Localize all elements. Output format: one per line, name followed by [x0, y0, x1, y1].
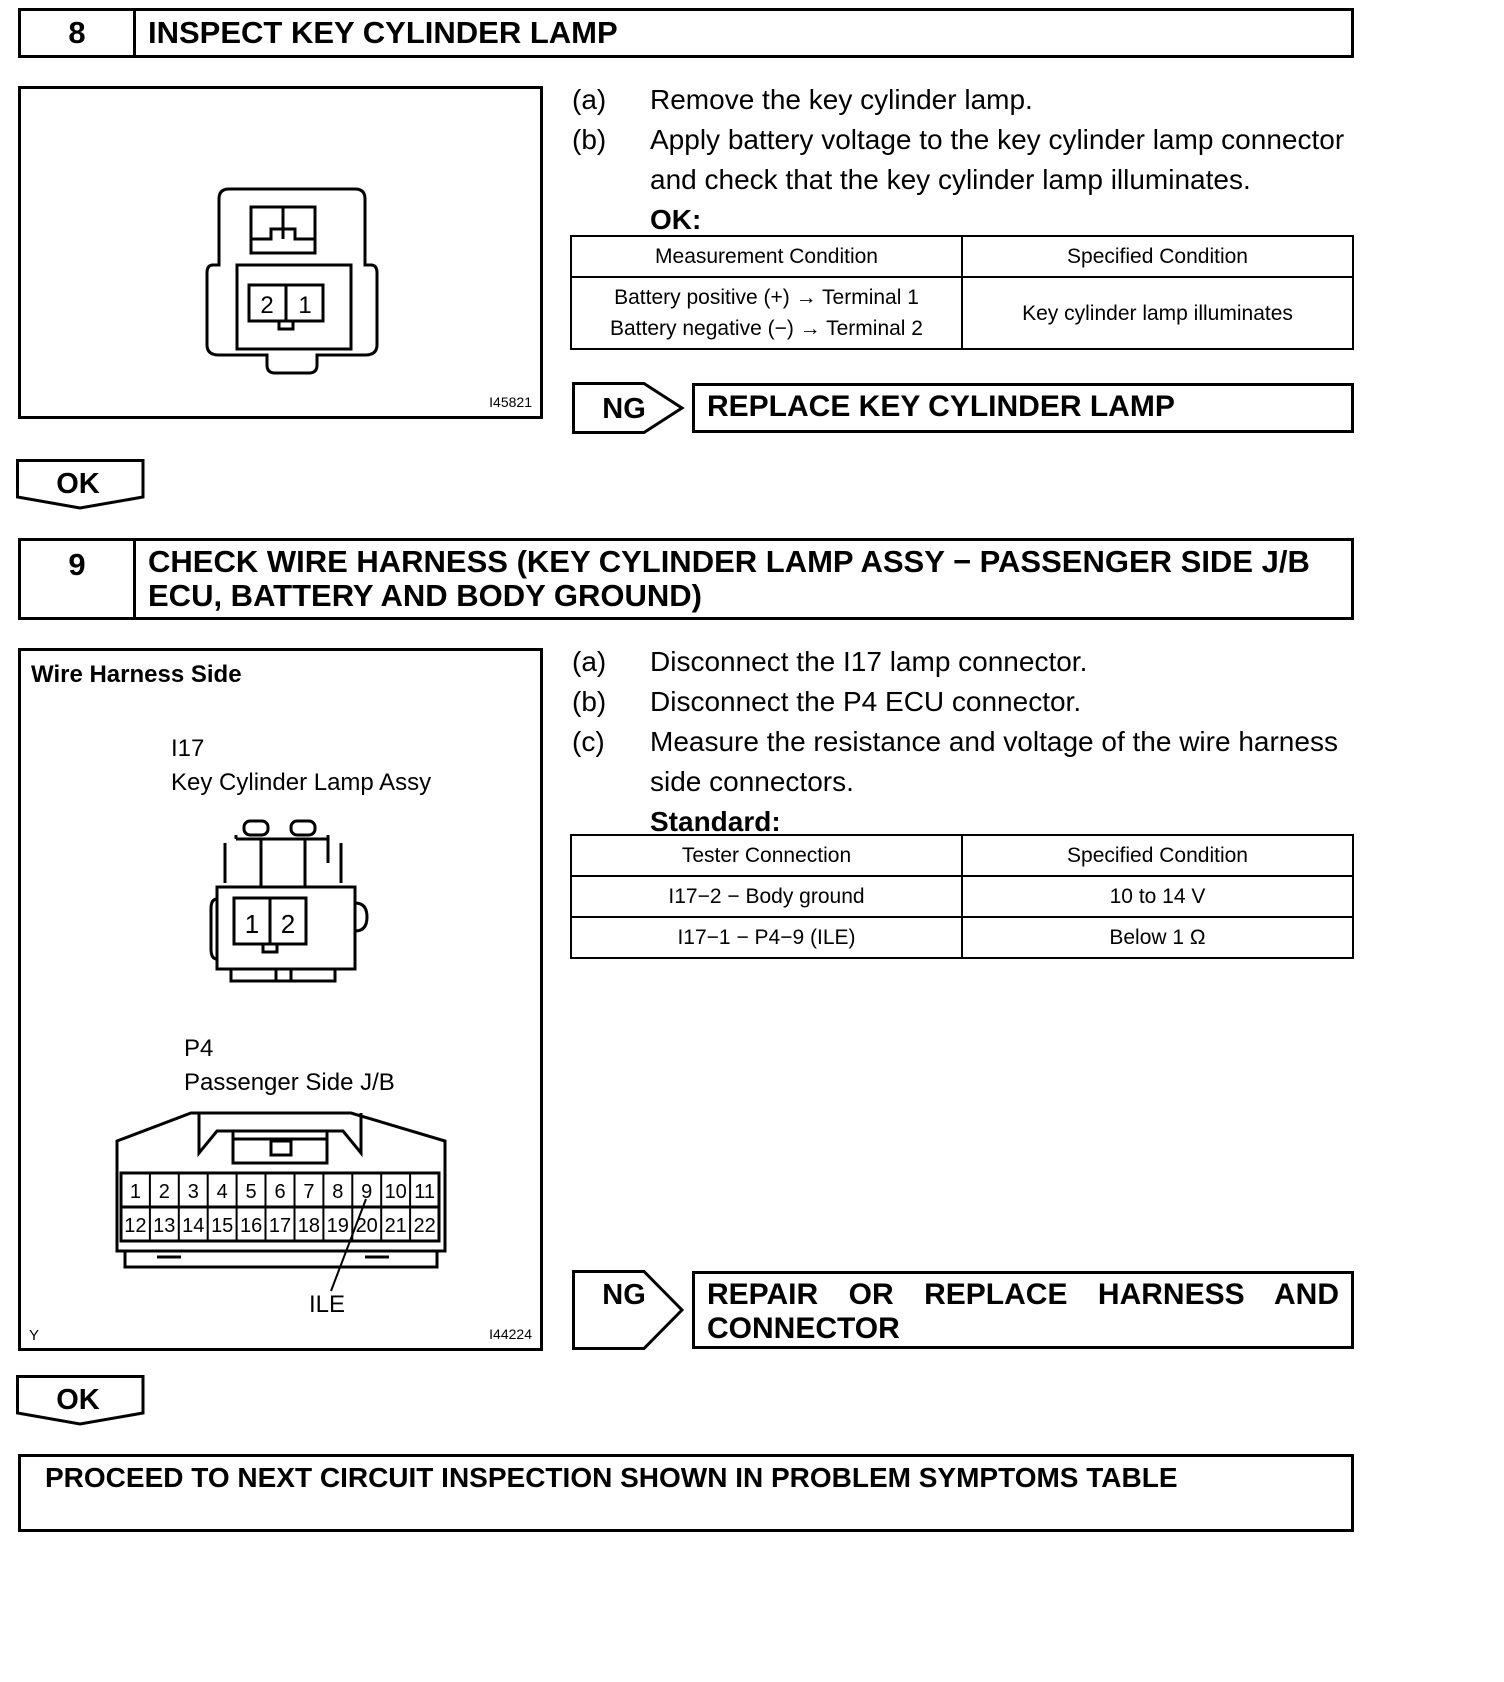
step-8-instructions [572, 80, 1362, 240]
step-number: 9 [21, 541, 136, 617]
table-header: Measurement Condition [571, 236, 962, 277]
step-number: 8 [21, 11, 136, 55]
step-title: INSPECT KEY CYLINDER LAMP [148, 15, 618, 50]
p4-pin: 20 [355, 1215, 378, 1237]
result-label: OK: [650, 204, 702, 235]
key-cylinder-lamp-figure [18, 86, 543, 419]
step-9-spec-table [570, 834, 1354, 959]
table-cell: 10 to 14 V [962, 876, 1353, 917]
instruction-text: Remove the key cylinder lamp. [650, 84, 1033, 115]
p4-pin: 6 [274, 1181, 286, 1203]
table-header: Specified Condition [962, 236, 1353, 277]
instruction-letter: (b) [572, 686, 607, 717]
instruction-letter: (c) [572, 726, 605, 757]
step-8-spec-table [570, 235, 1354, 350]
ng-label: NG [602, 393, 646, 425]
instruction-b [572, 682, 1362, 722]
instruction-a [572, 80, 1362, 120]
ng-label: NG [602, 1279, 646, 1311]
connector-1-code: I17 [171, 735, 205, 762]
p4-pin: 22 [413, 1215, 436, 1237]
final-instruction-text: PROCEED TO NEXT CIRCUIT INSPECTION SHOWN IN PROBLEM SYMPTOMS TABLE [45, 1462, 1178, 1493]
step-9-header [18, 538, 1354, 620]
p4-pin: 11 [414, 1181, 435, 1203]
lamp-pin-2: 2 [260, 292, 274, 319]
step-9-instructions [572, 642, 1362, 842]
corner-mark: Y [29, 1327, 40, 1344]
instruction-a [572, 642, 1362, 682]
ile-pin-label: ILE [309, 1291, 346, 1318]
step-title-line-1: CHECK WIRE HARNESS (KEY CYLINDER LAMP ASSY − PASSENGER SIDE J/B [148, 544, 1310, 579]
i17-pin-1: 1 [244, 909, 260, 939]
ile-leader-line [331, 1199, 366, 1291]
instruction-text: Disconnect the I17 lamp connector. [650, 646, 1088, 677]
figure-heading: Wire Harness Side [31, 661, 242, 688]
p4-pin: 9 [361, 1181, 373, 1203]
ng-action-line-2: CONNECTOR [707, 1312, 900, 1345]
p4-pin: 2 [158, 1181, 170, 1203]
wire-harness-figure [18, 648, 543, 1351]
p4-pin: 7 [303, 1181, 315, 1203]
p4-pin: 3 [187, 1181, 199, 1203]
instruction-c [572, 722, 1362, 802]
table-cell: Key cylinder lamp illuminates [962, 277, 1353, 349]
p4-pin-row-2 [124, 1215, 435, 1237]
ng-action-text: REPLACE KEY CYLINDER LAMP [707, 390, 1175, 423]
ng-action-box-9 [692, 1271, 1354, 1349]
ng-arrow-8 [572, 382, 688, 434]
p4-pin: 18 [297, 1215, 321, 1237]
p4-pin: 5 [245, 1181, 257, 1203]
result-label: Standard: [650, 806, 781, 837]
p4-pin: 13 [153, 1215, 176, 1237]
p4-pin: 8 [332, 1181, 344, 1203]
condition-line: Battery positive (+) → Terminal 1 [614, 286, 919, 309]
p4-pin: 17 [268, 1215, 292, 1237]
p4-pin: 10 [384, 1181, 407, 1203]
table-cell: I17−2 − Body ground [571, 876, 962, 917]
harness-connectors-diagram [21, 651, 540, 1348]
instruction-b [572, 120, 1362, 200]
p4-pin: 14 [182, 1215, 205, 1237]
p4-pin-row-1 [130, 1181, 435, 1203]
ng-arrow-9 [572, 1270, 688, 1350]
p4-pin: 21 [384, 1215, 407, 1237]
connector-2-code: P4 [184, 1035, 214, 1062]
table-cell: Below 1 Ω [962, 917, 1353, 958]
lamp-pin-1: 1 [298, 292, 312, 319]
final-instruction-box [18, 1454, 1354, 1532]
i17-pin-2: 2 [280, 909, 296, 939]
ok-arrow-8 [16, 459, 146, 511]
instruction-letter: (b) [572, 124, 607, 155]
ok-label: OK [56, 1384, 100, 1416]
connector-1-name: Key Cylinder Lamp Assy [171, 769, 432, 796]
p4-pin: 4 [216, 1181, 228, 1203]
table-cell: I17−1 − P4−9 (ILE) [571, 917, 962, 958]
p4-pin: 12 [124, 1215, 147, 1237]
table-header: Specified Condition [962, 835, 1353, 876]
connector-2-name: Passenger Side J/B [184, 1069, 395, 1096]
figure-id: I44224 [489, 1326, 532, 1342]
table-cell [571, 277, 962, 349]
step-8-header [18, 8, 1354, 58]
p4-pin: 15 [211, 1215, 234, 1237]
instruction-text: Measure the resistance and voltage of the wire harness side connectors. [650, 726, 1338, 797]
p4-pin: 19 [326, 1215, 349, 1237]
figure-id: I45821 [489, 394, 532, 410]
instruction-letter: (a) [572, 84, 607, 115]
ok-arrow-9 [16, 1375, 146, 1427]
instruction-text: Apply battery voltage to the key cylinder lamp connector and check that the key cylinder lamp illuminates. [650, 124, 1345, 195]
table-header: Tester Connection [571, 835, 962, 876]
ng-action-line-1: REPAIR OR REPLACE HARNESS AND [707, 1278, 1339, 1311]
instruction-letter: (a) [572, 646, 607, 677]
ng-action-box-8 [692, 383, 1354, 433]
p4-pin: 16 [239, 1215, 263, 1237]
p4-pin: 1 [129, 1181, 141, 1203]
instruction-text: Disconnect the P4 ECU connector. [650, 686, 1082, 717]
ok-label: OK [56, 468, 100, 500]
lamp-connector-diagram [21, 89, 540, 416]
step-title-line-2: ECU, BATTERY AND BODY GROUND) [148, 578, 703, 613]
condition-line: Battery negative (−) → Terminal 2 [609, 317, 923, 340]
